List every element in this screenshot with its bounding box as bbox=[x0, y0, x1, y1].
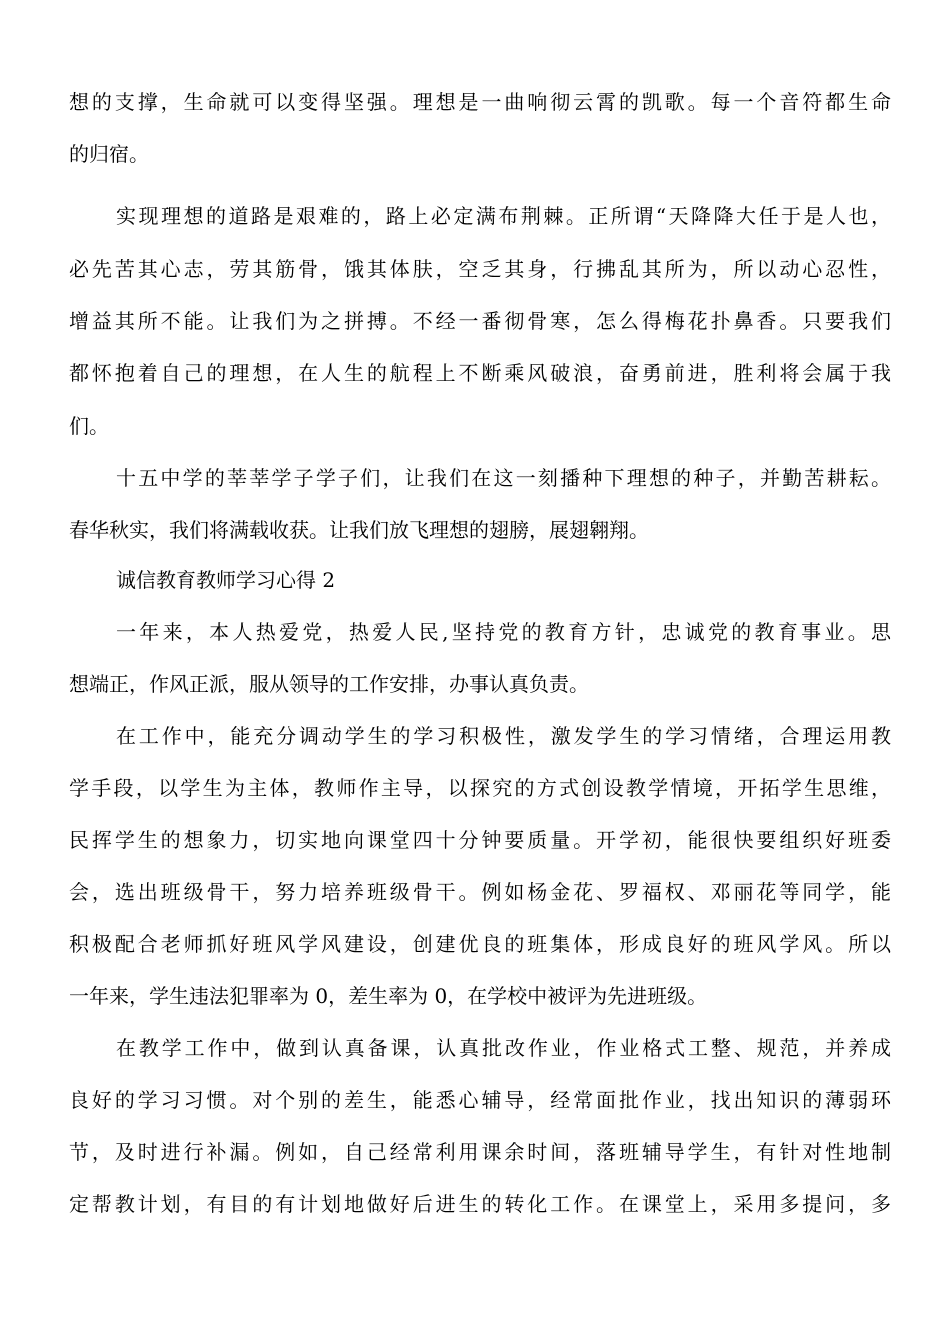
text-line: 学手段，以学生为主体，教师作主导，以探究的方式创设教学情境，开拓学生思维， bbox=[69, 776, 891, 800]
text-line: 十五中学的莘莘学子学子们，让我们在这一刻播种下理想的种子，并勤苦耕耘。 bbox=[116, 466, 891, 490]
text-line: 积极配合老师抓好班风学风建设，创建优良的班集体，形成良好的班风学风。所以 bbox=[69, 932, 891, 956]
text-line: 民挥学生的想象力，切实地向课堂四十分钟要质量。开学初，能很快要组织好班委 bbox=[69, 828, 891, 852]
section-heading: 诚信教育教师学习心得 2 bbox=[116, 568, 336, 592]
text-line: 想的支撑，生命就可以变得坚强。理想是一曲响彻云霄的凯歌。每一个音符都生命 bbox=[69, 90, 891, 114]
text-line: 会，选出班级骨干，努力培养班级骨干。例如杨金花、罗福权、邓丽花等同学，能 bbox=[69, 880, 891, 904]
text-line: 定帮教计划，有目的有计划地做好后进生的转化工作。在课堂上，采用多提问，多 bbox=[69, 1192, 891, 1216]
text-line: 增益其所不能。让我们为之拼搏。不经一番彻骨寒，怎么得梅花扑鼻香。只要我们 bbox=[69, 309, 891, 333]
text-line: 必先苦其心志，劳其筋骨，饿其体肤，空乏其身，行拂乱其所为，所以动心忍性， bbox=[69, 257, 891, 281]
text-line: 在工作中，能充分调动学生的学习积极性，激发学生的学习情绪，合理运用教 bbox=[116, 724, 891, 748]
text-line: 春华秋实，我们将满载收获。让我们放飞理想的翅膀，展翅翱翔。 bbox=[69, 518, 649, 542]
text-line: 都怀抱着自己的理想，在人生的航程上不断乘风破浪，奋勇前进，胜利将会属于我 bbox=[69, 361, 891, 385]
text-line: 一年来，本人热爱党，热爱人民,坚持党的教育方针，忠诚党的教育事业。思 bbox=[116, 620, 891, 644]
text-line: 一年来，学生违法犯罪率为 0，差生率为 0，在学校中被评为先进班级。 bbox=[69, 984, 708, 1008]
text-line: 在教学工作中，做到认真备课，认真批改作业，作业格式工整、规范，并养成 bbox=[116, 1036, 891, 1060]
text-line: 们。 bbox=[69, 414, 109, 438]
text-line: 想端正，作风正派，服从领导的工作安排，办事认真负责。 bbox=[69, 672, 589, 696]
text-line: 节，及时进行补漏。例如，自己经常利用课余时间，落班辅导学生，有针对性地制 bbox=[69, 1140, 891, 1164]
text-line: 良好的学习习惯。对个别的差生，能悉心辅导，经常面批作业，找出知识的薄弱环 bbox=[69, 1088, 891, 1112]
text-line: 实现理想的道路是艰难的，路上必定满布荆棘。正所谓“天降降大任于是人也， bbox=[116, 204, 891, 228]
text-line: 的归宿。 bbox=[69, 142, 149, 166]
